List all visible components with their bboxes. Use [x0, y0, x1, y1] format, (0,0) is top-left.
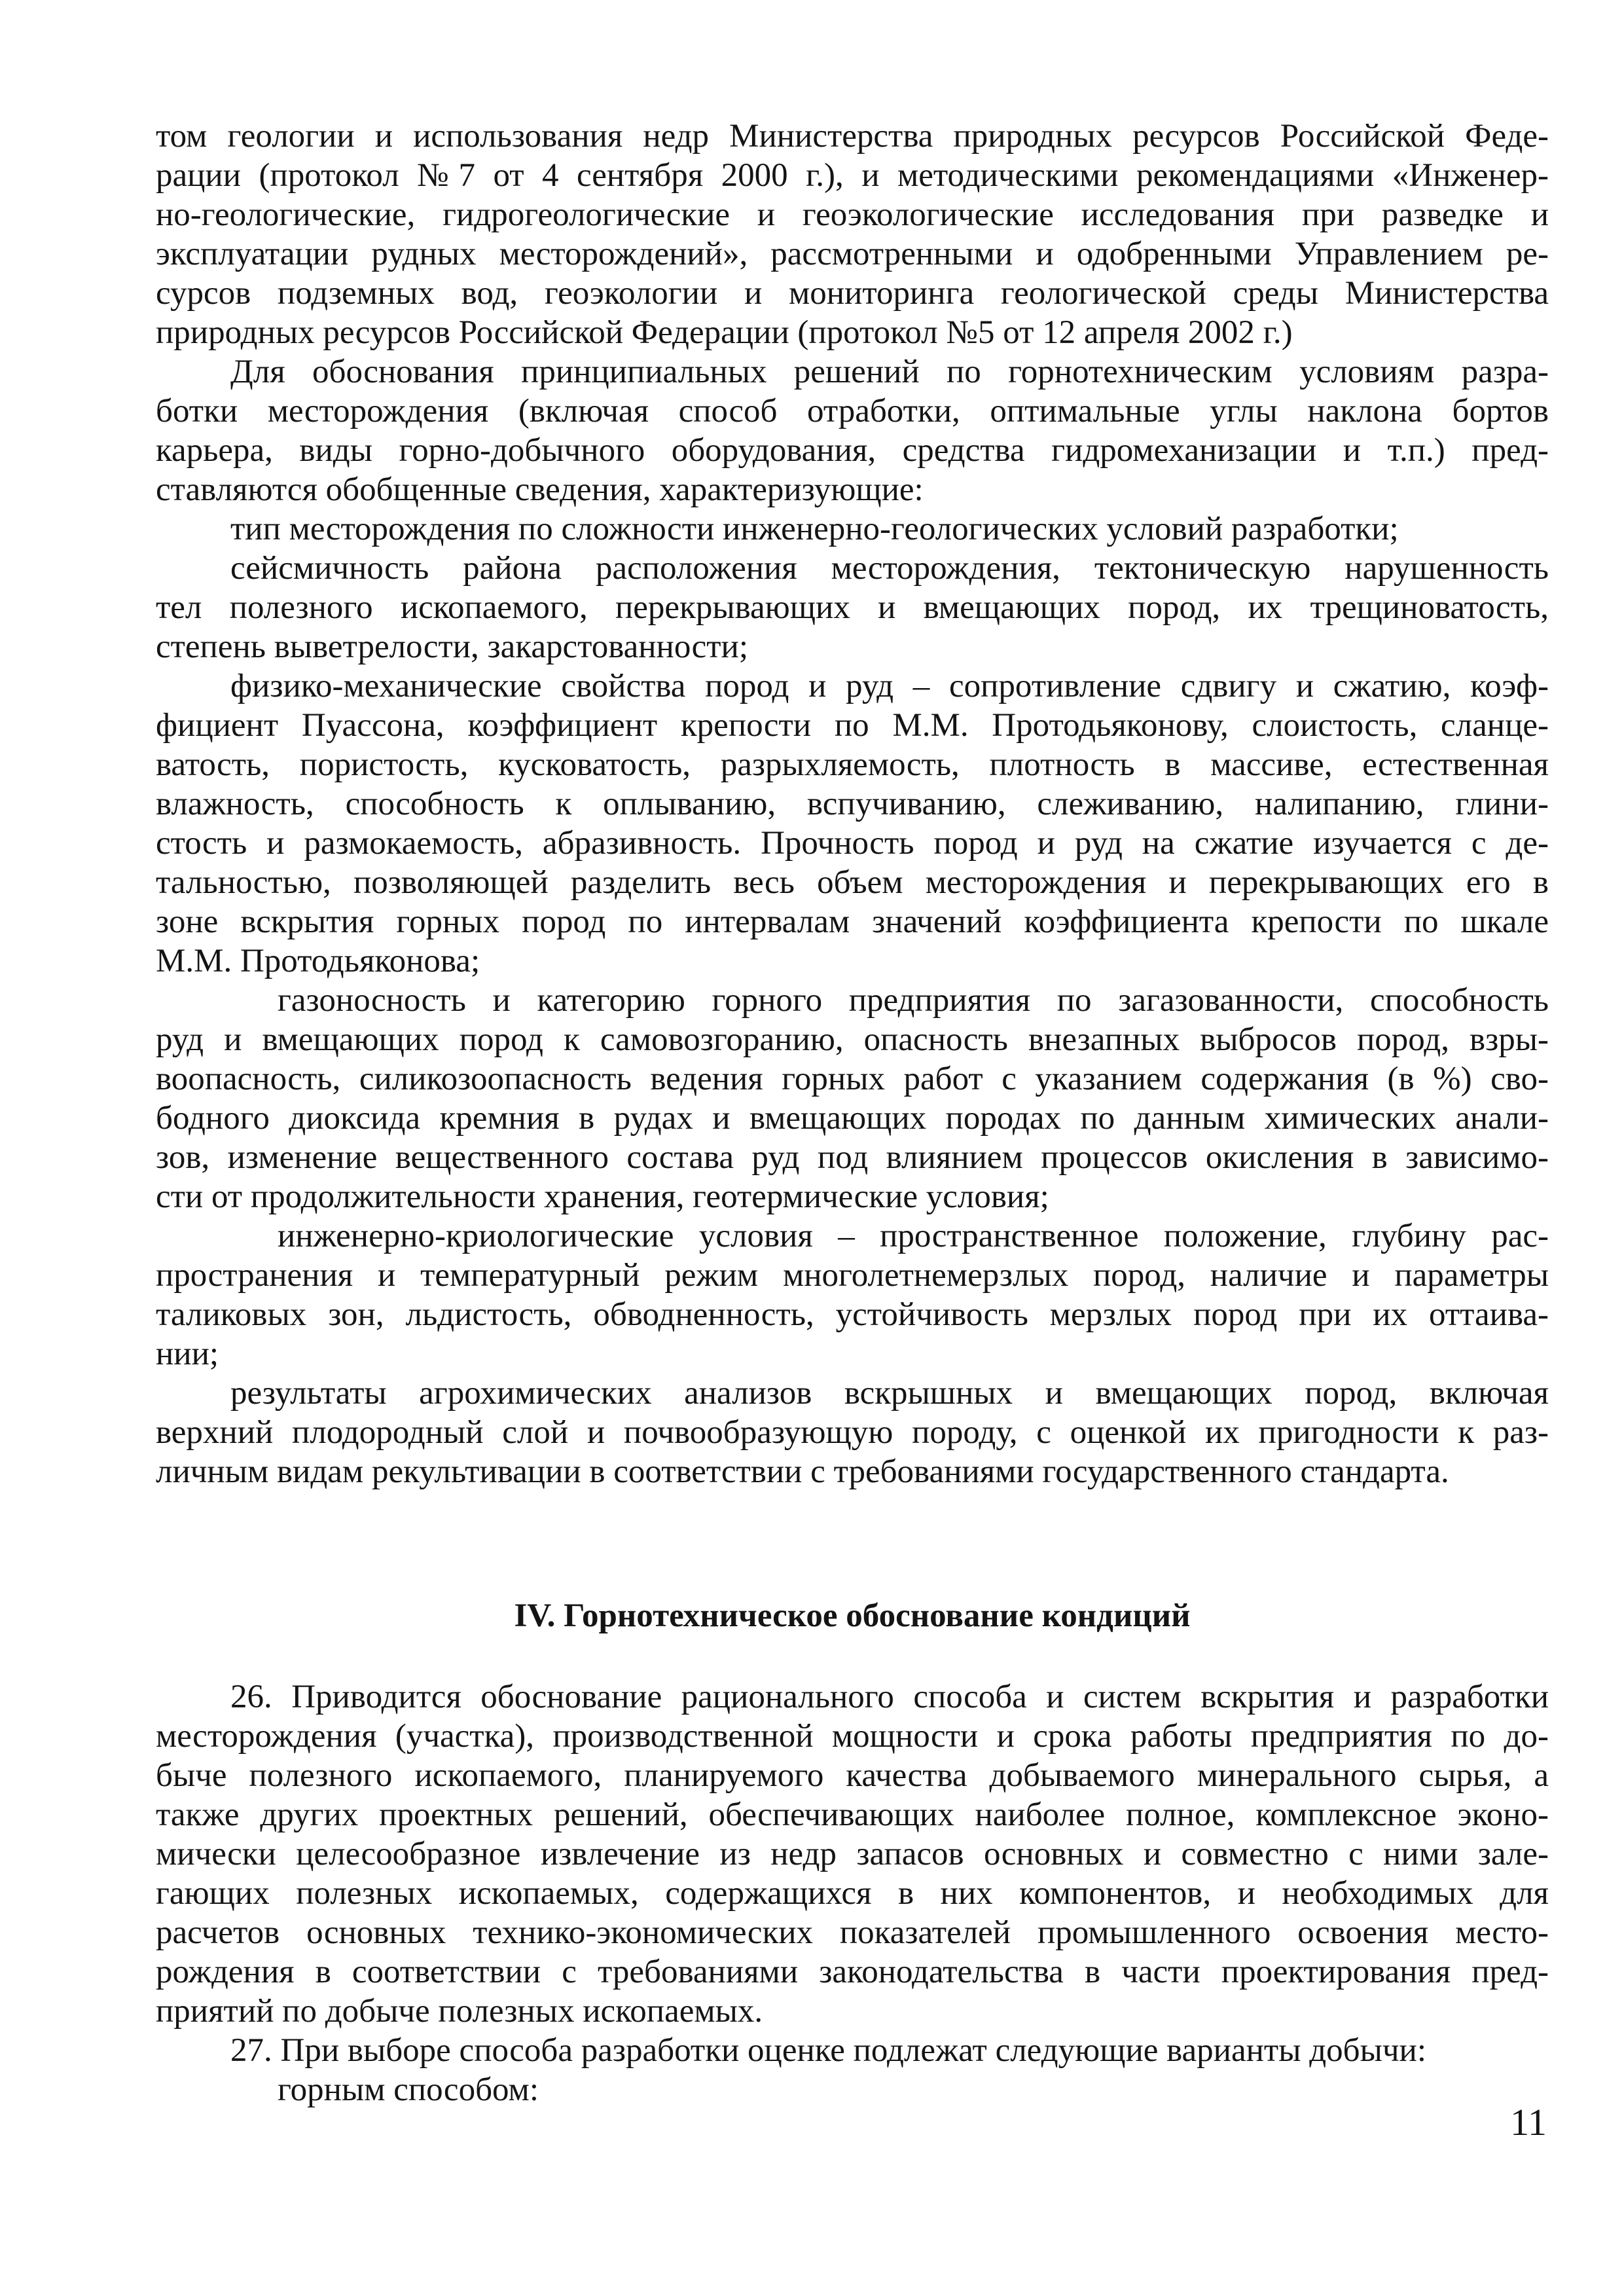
text-line: влажность, способность к оплыванию, вспучиванию, слеживанию, налипанию, глини-	[156, 786, 1549, 822]
text-line: сти от продолжительности хранения, геотермические условия;	[156, 1178, 1049, 1215]
paragraph-agro	[156, 1374, 1549, 1491]
text-line: фициент Пуассона, коэффициент крепости по М.М. Протодьяконову, слоистость, сланце-	[156, 707, 1549, 744]
text-line: тел полезного ископаемого, перекрывающих и вмещающих пород, их трещиноватость,	[156, 589, 1549, 626]
text-line: тип месторождения по сложности инженерно-геологических условий разработки;	[230, 511, 1399, 547]
document-page	[156, 117, 1549, 2108]
text-line: нии;	[156, 1336, 219, 1372]
text-line: горным способом:	[278, 2071, 539, 2108]
text-line: карьера, виды горно-добычного оборудования, средства гидромеханизации и т.п.) пред-	[156, 432, 1549, 469]
text-line: инженерно-криологические условия – пространственное положение, глубину рас-	[278, 1218, 1549, 1254]
text-line: сурсов подземных вод, геоэкологии и мониторинга геологической среды Министерства	[156, 275, 1549, 312]
text-line: природных ресурсов Российской Федерации (протокол №5 от 12 апреля 2002 г.)	[156, 314, 1293, 351]
paragraph-gas	[156, 981, 1549, 1216]
text-line: руд и вмещающих пород к самовозгоранию, опасность внезапных выбросов пород, взры-	[156, 1021, 1549, 1058]
paragraph-type	[156, 509, 1549, 549]
paragraph-continuation	[156, 117, 1549, 352]
text-line: воопасность, силикозоопасность ведения горных работ с указанием содержания (в %) сво-	[156, 1061, 1549, 1097]
text-line: но-геологические, гидрогеологические и геоэкологические исследования при разведке и	[156, 196, 1549, 233]
text-line: приятий по добыче полезных ископаемых.	[156, 1993, 763, 2030]
page-number: 11	[1510, 2101, 1547, 2143]
paragraph-seismic	[156, 549, 1549, 666]
text-line: верхний плодородный слой и почвообразующую породу, с оценкой их пригодности к раз-	[156, 1414, 1549, 1451]
paragraph-physmech	[156, 666, 1549, 981]
text-line: зов, изменение вещественного состава руд под влиянием процессов окисления в зависимо-	[156, 1139, 1549, 1176]
paragraph-27-item	[156, 2070, 1549, 2109]
text-line: рождения в соответствии с требованиями законодательства в части проектирования пред-	[156, 1954, 1549, 1990]
text-line: М.М. Протодьяконова;	[156, 943, 480, 979]
paragraph-27	[156, 2031, 1549, 2070]
text-line: 26. Приводится обоснование рационального способа и систем вскрытия и разработки	[230, 1679, 1549, 1715]
text-line: также других проектных решений, обеспечивающих наиболее полное, комплексное эконо-	[156, 1796, 1549, 1833]
text-line: эксплуатации рудных месторождений», рассмотренными и одобренными Управлением ре-	[156, 236, 1549, 272]
text-line: рации (протокол №7 от 4 сентября 2000 г.), и методическими рекомендациями «Инженер-	[156, 157, 1549, 194]
text-line: тальностью, позволяющей разделить весь объем месторождения и перекрывающих его в	[156, 864, 1549, 901]
section-heading: IV. Горнотехническое обоснование кондиций	[514, 1597, 1191, 1634]
text-line: том геологии и использования недр Министерства природных ресурсов Российской Феде-	[156, 118, 1549, 155]
text-line: степень выветрелости, закарстованности;	[156, 629, 749, 665]
text-line: газоносность и категорию горного предприятия по загазованности, способность	[278, 982, 1549, 1019]
text-line: мически целесообразное извлечение из недр запасов основных и совместно с ними зале-	[156, 1836, 1549, 1872]
text-line: зоне вскрытия горных пород по интервалам значений коэффициента крепости по шкале	[156, 903, 1549, 940]
text-line: сейсмичность района расположения месторождения, тектоническую нарушенность	[230, 550, 1549, 587]
paragraph-intro	[156, 352, 1549, 509]
text-line: результаты агрохимических анализов вскрышных и вмещающих пород, включая	[230, 1375, 1549, 1412]
text-line: таликовых зон, льдистость, обводненность, устойчивость мерзлых пород при их оттаива-	[156, 1296, 1549, 1333]
text-line: физико-механические свойства пород и руд – сопротивление сдвигу и сжатию, коэф-	[230, 668, 1549, 704]
text-line: стость и размокаемость, абразивность. Прочность пород и руд на сжатие изучается с де-	[156, 825, 1549, 862]
text-line: ставляются обобщенные сведения, характеризующие:	[156, 471, 924, 508]
text-line: 27. При выборе способа разработки оценке подлежат следующие варианты добычи:	[230, 2032, 1426, 2069]
text-line: месторождения (участка), производственной мощности и срока работы предприятия по до-	[156, 1718, 1549, 1755]
text-line: расчетов основных технико-экономических показателей промышленного освоения место-	[156, 1914, 1549, 1951]
text-line: гающих полезных ископаемых, содержащихся в них компонентов, и необходимых для	[156, 1875, 1549, 1912]
text-line: ботки месторождения (включая способ отработки, оптимальные углы наклона бортов	[156, 393, 1549, 429]
text-line: бодного диоксида кремния в рудах и вмещающих породах по данным химических анали-	[156, 1100, 1549, 1137]
text-line: Для обоснования принципиальных решений по горнотехническим условиям разра-	[230, 354, 1549, 390]
text-line: быче полезного ископаемого, планируемого качества добываемого минерального сырья, а	[156, 1757, 1549, 1794]
paragraph-26	[156, 1677, 1549, 2031]
section-body	[156, 1677, 1549, 2109]
text-line: ватость, пористость, кусковатость, разрыхляемость, плотность в массиве, естественная	[156, 746, 1549, 783]
text-line: пространения и температурный режим многолетнемерзлых пород, наличие и параметры	[156, 1257, 1549, 1294]
text-line: личным видам рекультивации в соответствии с требованиями государственного стандарта.	[156, 1453, 1449, 1490]
paragraph-cryo	[156, 1216, 1549, 1374]
